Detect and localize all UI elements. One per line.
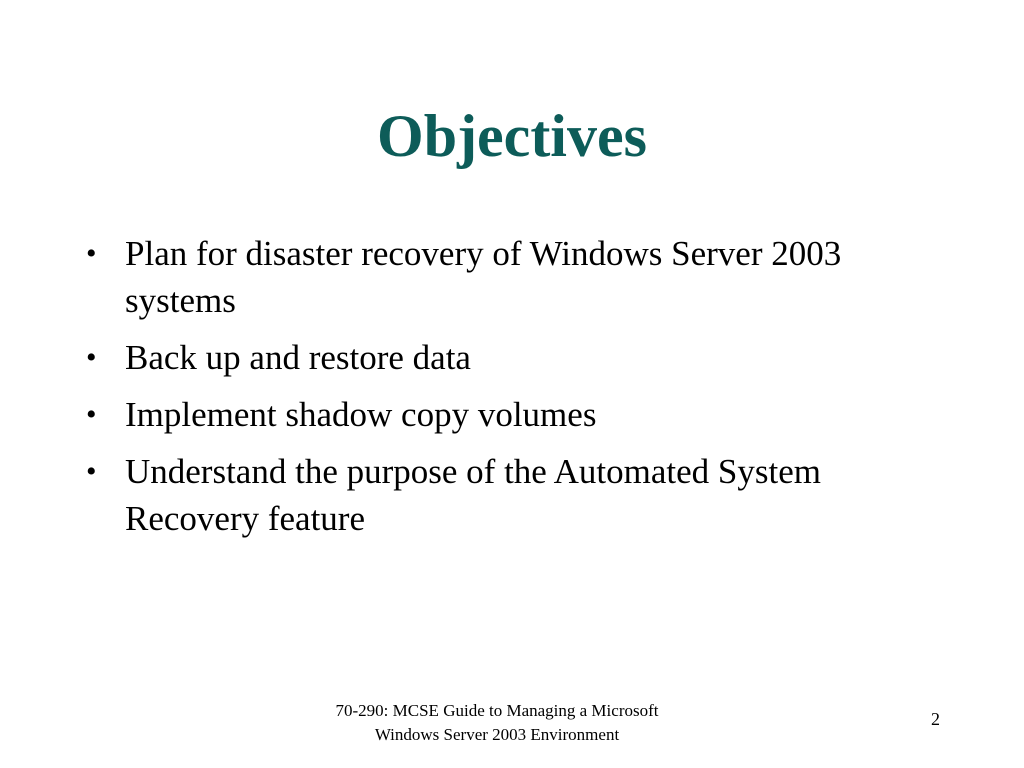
- bullet-marker: •: [86, 237, 97, 270]
- bullet-text: Understand the purpose of the Automated System Recovery feature: [125, 452, 821, 538]
- bullet-list: [86, 230, 946, 552]
- bullet-text: Implement shadow copy volumes: [125, 395, 597, 434]
- slide-footer: [262, 699, 732, 747]
- bullet-item: [86, 391, 946, 438]
- bullet-text: Plan for disaster recovery of Windows Server 2003 systems: [125, 234, 842, 320]
- bullet-item: [86, 230, 946, 324]
- page-number: 2: [931, 709, 940, 729]
- bullet-text: Back up and restore data: [125, 338, 471, 377]
- slide-title: Objectives: [377, 103, 647, 169]
- bullet-marker: •: [86, 341, 97, 374]
- footer-line-1: 70-290: MCSE Guide to Managing a Microsoft: [335, 701, 659, 720]
- footer-line-2: Windows Server 2003 Environment: [374, 725, 620, 744]
- bullet-marker: •: [86, 455, 97, 488]
- bullet-item: [86, 448, 946, 542]
- bullet-marker: •: [86, 398, 97, 431]
- bullet-item: [86, 334, 946, 381]
